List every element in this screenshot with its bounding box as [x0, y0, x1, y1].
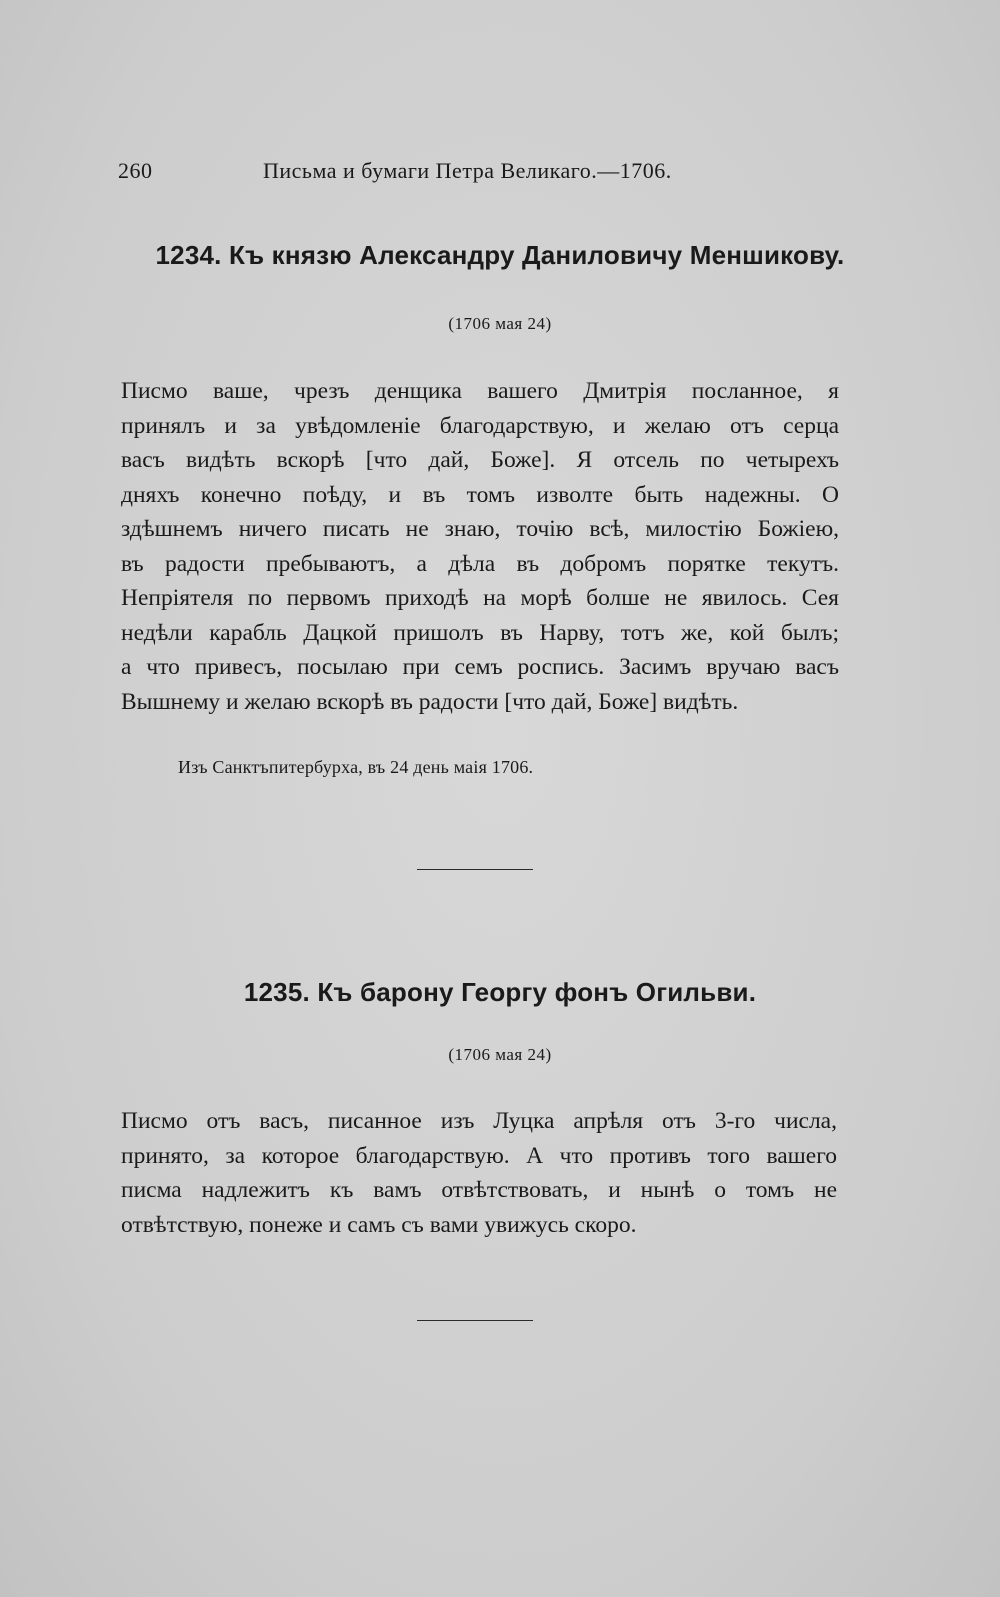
letter-1234-body	[121, 374, 839, 719]
letter-1235-body	[121, 1104, 837, 1242]
letter-1234-line: Вышнему и желаю вскорѣ въ радости [что дай, Боже] видѣть.	[121, 688, 739, 715]
letter-1235-line: отвѣтствую, понеже и самъ съ вами увижусь скоро.	[121, 1211, 637, 1238]
letter-1234-line: дняхъ конечно поѣду, и въ томъ изволте быть надежны. О	[121, 481, 839, 508]
letter-1234-line: недѣли карабль Дацкой пришолъ въ Нарву, тотъ же, кой былъ;	[121, 619, 839, 646]
letter-1234-line: Писмо ваше, чрезъ денщика вашего Дмитрія посланное, я	[121, 378, 839, 404]
letter-1235-line: писма надлежитъ къ вамъ отвѣтствовать, и нынѣ о томъ не	[121, 1177, 837, 1203]
letter-1235-line: принято, за которое благодарствую. А что противъ того вашего	[121, 1142, 837, 1169]
letter-1234-title: 1234. Къ князю Александру Даниловичу Меншикову.	[155, 240, 845, 270]
letter-1235-line: Писмо отъ васъ, писанное изъ Луцка апрѣля отъ 3-го числа,	[121, 1108, 837, 1134]
letter-1234-closing: Изъ Санктъпитербурха, въ 24 день маія 1706.	[178, 757, 534, 777]
running-head	[118, 158, 688, 188]
letter-1234-line: принялъ и за увѣдомленіе благодарствую, и желаю отъ серца	[121, 412, 839, 439]
letter-1234-line: а что привесъ, посылаю при семъ роспись. Засимъ вручаю васъ	[121, 654, 839, 680]
letter-1235-date: (1706 мая 24)	[448, 1045, 552, 1064]
letter-1234-date: (1706 мая 24)	[448, 314, 552, 333]
page-number: 260	[118, 158, 153, 183]
letter-1234-line: васъ видѣть вскорѣ [что дай, Боже]. Я отсель по четырехъ	[121, 447, 839, 473]
section-divider	[417, 869, 533, 870]
section-divider	[417, 1320, 533, 1321]
letter-1234-line: въ радости пребываютъ, а дѣла въ добромъ порятке текутъ.	[121, 550, 839, 577]
letter-1234-line: здѣшнемъ ничего писать не знаю, точію всѣ, милостію Божіею,	[121, 516, 839, 542]
letter-1235-title: 1235. Къ барону Георгу фонъ Огильви.	[243, 977, 757, 1007]
letter-1234-line: Непріятеля по первомъ приходѣ на морѣ болше не явилось. Сея	[121, 585, 839, 611]
running-title: Письма и бумаги Петра Великаго.—1706.	[263, 158, 672, 183]
